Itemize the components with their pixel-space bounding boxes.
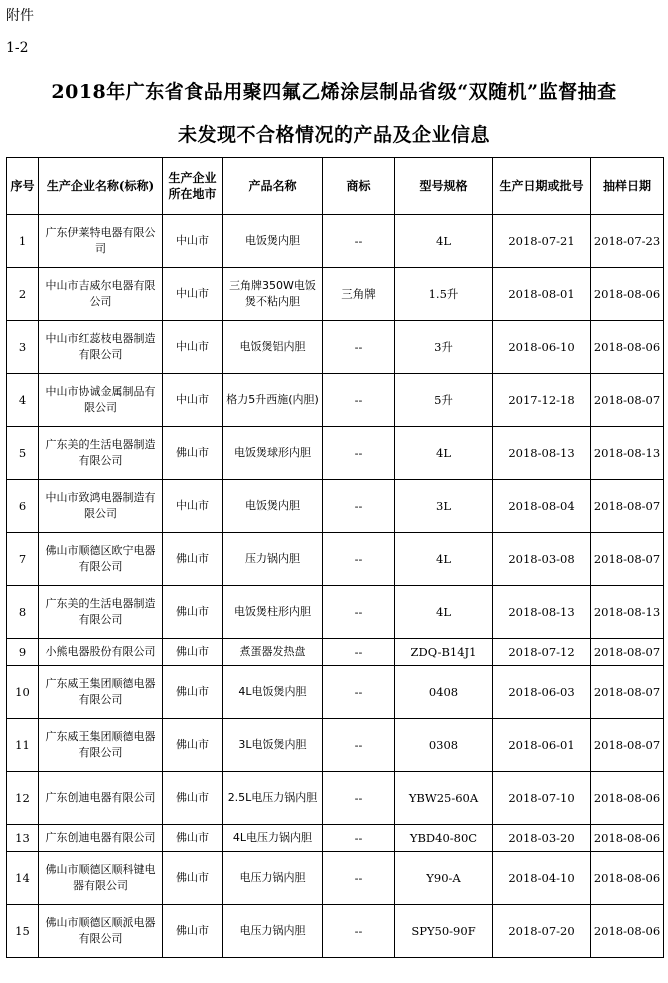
- cell-product: 4L电饭煲内胆: [223, 666, 323, 719]
- cell-city: 佛山市: [163, 533, 223, 586]
- cell-company: 中山市吉威尔电器有限公司: [39, 268, 163, 321]
- cell-model: 4L: [395, 427, 493, 480]
- cell-no: 6: [7, 480, 39, 533]
- cell-product: 煮蛋器发热盘: [223, 639, 323, 666]
- cell-no: 11: [7, 719, 39, 772]
- cell-company: 广东创迪电器有限公司: [39, 772, 163, 825]
- cell-city: 佛山市: [163, 772, 223, 825]
- table-row: [7, 852, 664, 905]
- cell-city: 佛山市: [163, 825, 223, 852]
- attachment-number: 1-2: [6, 40, 29, 56]
- cell-no: 9: [7, 639, 39, 666]
- cell-company: 广东威王集团顺德电器有限公司: [39, 719, 163, 772]
- cell-city: 中山市: [163, 480, 223, 533]
- table-row: [7, 905, 664, 958]
- cell-no: 7: [7, 533, 39, 586]
- cell-city: 佛山市: [163, 719, 223, 772]
- column-header-no: 序号: [7, 158, 39, 215]
- cell-no: 5: [7, 427, 39, 480]
- cell-model: SPY50-90F: [395, 905, 493, 958]
- cell-brand: --: [323, 321, 395, 374]
- column-header-model: 型号规格: [395, 158, 493, 215]
- cell-product: 电压力锅内胆: [223, 852, 323, 905]
- cell-model: 3L: [395, 480, 493, 533]
- cell-sampling-date: 2018-07-23: [591, 215, 664, 268]
- cell-product: 3L电饭煲内胆: [223, 719, 323, 772]
- cell-sampling-date: 2018-08-06: [591, 321, 664, 374]
- cell-product: 格力5升西施(内胆): [223, 374, 323, 427]
- cell-sampling-date: 2018-08-06: [591, 772, 664, 825]
- product-table: [6, 157, 664, 958]
- table-row: [7, 427, 664, 480]
- cell-product: 电饭煲内胆: [223, 215, 323, 268]
- cell-no: 13: [7, 825, 39, 852]
- cell-city: 中山市: [163, 215, 223, 268]
- table-row: [7, 666, 664, 719]
- table-row: [7, 480, 664, 533]
- table-row: [7, 533, 664, 586]
- cell-brand: --: [323, 719, 395, 772]
- cell-model: 0308: [395, 719, 493, 772]
- cell-no: 1: [7, 215, 39, 268]
- cell-company: 中山市协诚金属制品有限公司: [39, 374, 163, 427]
- cell-company: 广东威王集团顺德电器有限公司: [39, 666, 163, 719]
- table-row: [7, 374, 664, 427]
- cell-brand: --: [323, 666, 395, 719]
- cell-production-date: 2018-07-12: [493, 639, 591, 666]
- cell-company: 中山市红蕊枝电器制造有限公司: [39, 321, 163, 374]
- cell-company: 广东伊莱特电器有限公司: [39, 215, 163, 268]
- cell-model: 1.5升: [395, 268, 493, 321]
- cell-brand: --: [323, 427, 395, 480]
- cell-production-date: 2018-08-13: [493, 427, 591, 480]
- cell-model: 4L: [395, 586, 493, 639]
- cell-no: 15: [7, 905, 39, 958]
- cell-sampling-date: 2018-08-07: [591, 666, 664, 719]
- cell-model: 4L: [395, 215, 493, 268]
- cell-brand: --: [323, 825, 395, 852]
- cell-production-date: 2018-04-10: [493, 852, 591, 905]
- cell-production-date: 2017-12-18: [493, 374, 591, 427]
- cell-brand: --: [323, 772, 395, 825]
- column-header-product: 产品名称: [223, 158, 323, 215]
- cell-sampling-date: 2018-08-06: [591, 825, 664, 852]
- cell-production-date: 2018-07-10: [493, 772, 591, 825]
- cell-product: 电饭煲球形内胆: [223, 427, 323, 480]
- cell-product: 压力锅内胆: [223, 533, 323, 586]
- cell-no: 2: [7, 268, 39, 321]
- table-row: [7, 321, 664, 374]
- cell-sampling-date: 2018-08-07: [591, 533, 664, 586]
- column-header-sampling-date: 抽样日期: [591, 158, 664, 215]
- table-row: [7, 268, 664, 321]
- cell-brand: --: [323, 852, 395, 905]
- cell-city: 中山市: [163, 321, 223, 374]
- table-row: [7, 825, 664, 852]
- cell-city: 中山市: [163, 374, 223, 427]
- cell-city: 佛山市: [163, 586, 223, 639]
- cell-brand: --: [323, 533, 395, 586]
- cell-company: 佛山市顺德区顺科键电器有限公司: [39, 852, 163, 905]
- cell-product: 电压力锅内胆: [223, 905, 323, 958]
- cell-production-date: 2018-03-08: [493, 533, 591, 586]
- cell-model: YBW25-60A: [395, 772, 493, 825]
- cell-sampling-date: 2018-08-06: [591, 852, 664, 905]
- cell-brand: --: [323, 480, 395, 533]
- cell-brand: --: [323, 639, 395, 666]
- cell-sampling-date: 2018-08-07: [591, 639, 664, 666]
- cell-production-date: 2018-08-01: [493, 268, 591, 321]
- column-header-company: 生产企业名称(标称): [39, 158, 163, 215]
- cell-no: 8: [7, 586, 39, 639]
- cell-no: 3: [7, 321, 39, 374]
- cell-sampling-date: 2018-08-07: [591, 719, 664, 772]
- cell-company: 佛山市顺德区顺派电器有限公司: [39, 905, 163, 958]
- cell-brand: --: [323, 586, 395, 639]
- page-subtitle: 未发现不合格情况的产品及企业信息: [177, 124, 490, 146]
- cell-sampling-date: 2018-08-07: [591, 374, 664, 427]
- cell-production-date: 2018-07-21: [493, 215, 591, 268]
- cell-production-date: 2018-06-10: [493, 321, 591, 374]
- cell-production-date: 2018-08-13: [493, 586, 591, 639]
- cell-sampling-date: 2018-08-13: [591, 586, 664, 639]
- table-row: [7, 772, 664, 825]
- cell-product: 2.5L电压力锅内胆: [223, 772, 323, 825]
- cell-brand: --: [323, 905, 395, 958]
- cell-sampling-date: 2018-08-06: [591, 268, 664, 321]
- cell-production-date: 2018-08-04: [493, 480, 591, 533]
- cell-product: 电饭煲内胆: [223, 480, 323, 533]
- cell-city: 中山市: [163, 268, 223, 321]
- cell-city: 佛山市: [163, 666, 223, 719]
- cell-product: 4L电压力锅内胆: [223, 825, 323, 852]
- cell-sampling-date: 2018-08-07: [591, 480, 664, 533]
- cell-product: 电饭煲柱形内胆: [223, 586, 323, 639]
- cell-product: 三角牌350W电饭煲不粘内胆: [223, 268, 323, 321]
- cell-city: 佛山市: [163, 639, 223, 666]
- cell-production-date: 2018-07-20: [493, 905, 591, 958]
- cell-model: 3升: [395, 321, 493, 374]
- table-row: [7, 215, 664, 268]
- cell-city: 佛山市: [163, 852, 223, 905]
- table-row: [7, 586, 664, 639]
- table-header-row: [7, 158, 664, 215]
- attachment-label: 附件: [6, 8, 34, 24]
- column-header-city: 生产企业所在地市: [163, 158, 223, 215]
- cell-brand: --: [323, 215, 395, 268]
- page-title: 2018年广东省食品用聚四氟乙烯涂层制品省级“双随机”监督抽查: [51, 81, 617, 103]
- column-header-brand: 商标: [323, 158, 395, 215]
- cell-model: 5升: [395, 374, 493, 427]
- cell-model: Y90-A: [395, 852, 493, 905]
- cell-company: 广东创迪电器有限公司: [39, 825, 163, 852]
- cell-city: 佛山市: [163, 427, 223, 480]
- cell-company: 小熊电器股份有限公司: [39, 639, 163, 666]
- table-row: [7, 639, 664, 666]
- cell-brand: 三角牌: [323, 268, 395, 321]
- cell-no: 14: [7, 852, 39, 905]
- column-header-production-date: 生产日期或批号: [493, 158, 591, 215]
- cell-model: ZDQ-B14J1: [395, 639, 493, 666]
- cell-sampling-date: 2018-08-13: [591, 427, 664, 480]
- cell-production-date: 2018-03-20: [493, 825, 591, 852]
- cell-company: 佛山市顺德区欧宁电器有限公司: [39, 533, 163, 586]
- cell-brand: --: [323, 374, 395, 427]
- table-row: [7, 719, 664, 772]
- cell-company: 广东美的生活电器制造有限公司: [39, 427, 163, 480]
- cell-production-date: 2018-06-01: [493, 719, 591, 772]
- cell-sampling-date: 2018-08-06: [591, 905, 664, 958]
- cell-company: 中山市致鸿电器制造有限公司: [39, 480, 163, 533]
- cell-product: 电饭煲铝内胆: [223, 321, 323, 374]
- cell-no: 10: [7, 666, 39, 719]
- cell-model: YBD40-80C: [395, 825, 493, 852]
- cell-city: 佛山市: [163, 905, 223, 958]
- cell-model: 4L: [395, 533, 493, 586]
- cell-no: 4: [7, 374, 39, 427]
- cell-no: 12: [7, 772, 39, 825]
- cell-production-date: 2018-06-03: [493, 666, 591, 719]
- cell-company: 广东美的生活电器制造有限公司: [39, 586, 163, 639]
- cell-model: 0408: [395, 666, 493, 719]
